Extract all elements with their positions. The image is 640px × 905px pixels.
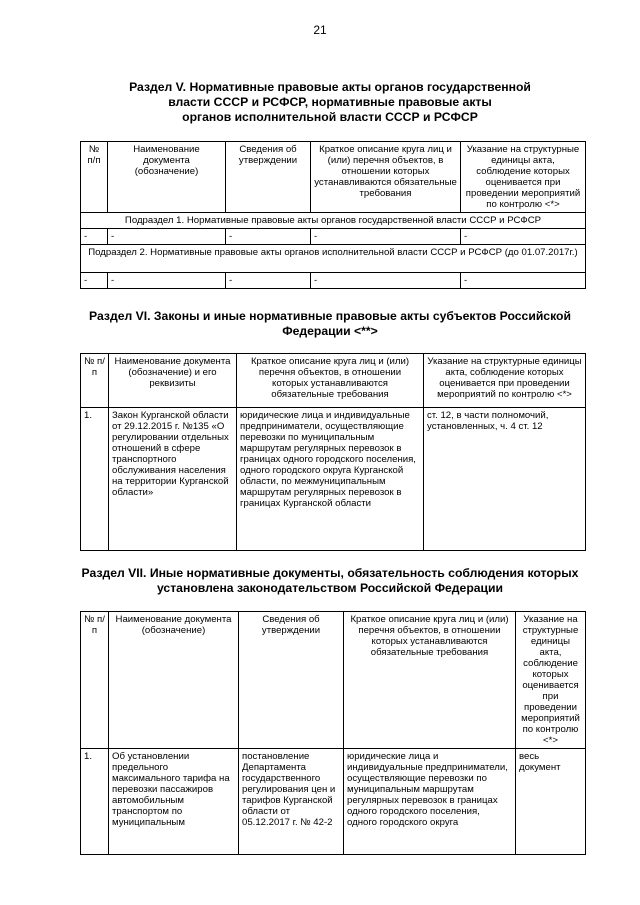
structural-units: весь документ [516, 749, 586, 855]
section7-table [80, 611, 586, 855]
structural-units: ст. 12, в части полномочий, установленных, ч. 4 ст. 12 [424, 408, 586, 551]
document-name: Закон Курганской области от 29.12.2015 г. №135 «О регулировании отдельных отношений в сфере транспортного обслуживания населения на территории Курганской области» [109, 408, 237, 551]
subsection-title: Подраздел 1. Нормативные правовые акты органов государственной власти СССР и РСФСР [81, 213, 586, 229]
empty-cell: - [311, 273, 461, 289]
scope-description: юридические лица и индивидуальные предприниматели, осуществляющие перевозки по муниципальным маршрутам регулярных перевозок в границах одного городского поселения, одного городского округа Курганской области, по межмуниципальным маршрутам регулярных перевозок в границах Курганской области [237, 408, 424, 551]
table-header-row [81, 612, 586, 749]
document-name: Об установлении предельного максимального тарифа на перевозки пассажиров автомобильным транспортом по муниципальным [109, 749, 239, 855]
section6-title-line: Федерации <**> [282, 324, 378, 338]
table-row [81, 229, 586, 245]
empty-cell: - [108, 273, 226, 289]
empty-cell: - [81, 273, 108, 289]
table-row [81, 408, 586, 551]
section7-title [80, 566, 580, 596]
subsection-title: Подраздел 2. Нормативные правовые акты органов исполнительной власти СССР и РСФСР (до 01.07.2017г.) [81, 245, 586, 273]
table-row [81, 749, 586, 855]
empty-cell: - [81, 229, 108, 245]
header-cell: Указание на структурные единицы акта, соблюдение которых оценивается при проведении мероприятий по контролю <*> [424, 354, 586, 408]
section6-table [80, 353, 586, 551]
scope-description: юридические лица и индивидуальные предприниматели, осуществляющие перевозки по муниципальным маршрутам регулярных перевозок в границах одного городского поселения, одного городского округа [344, 749, 516, 855]
table-row [81, 273, 586, 289]
section5-title-line: власти СССР и РСФСР, нормативные правовые акты [168, 95, 492, 109]
header-cell: Краткое описание круга лиц и (или) перечня объектов, в отношении которых устанавливаются обязательные требования [237, 354, 424, 408]
header-cell: № п/п [81, 142, 108, 213]
section5-title-line: органов исполнительной власти СССР и РСФСР [182, 110, 478, 124]
section5-table [80, 141, 586, 289]
section6-title [80, 309, 580, 339]
section5-title [80, 80, 580, 125]
section5-title-line: Раздел V. Нормативные правовые акты органов государственной [129, 80, 531, 94]
empty-cell: - [108, 229, 226, 245]
subsection-row [81, 213, 586, 229]
empty-cell: - [226, 229, 311, 245]
header-cell: Наименование документа (обозначение) и его реквизиты [109, 354, 237, 408]
empty-cell: - [461, 273, 586, 289]
header-cell: Наименование документа (обозначение) [108, 142, 226, 213]
header-cell: Сведения об утверждении [239, 612, 344, 749]
header-cell: Сведения об утверждении [226, 142, 311, 213]
row-number: 1. [81, 408, 109, 551]
table-header-row [81, 142, 586, 213]
section6-title-line: Раздел VI. Законы и иные нормативные правовые акты субъектов Российской [89, 309, 571, 323]
header-cell: Наименование документа (обозначение) [109, 612, 239, 749]
subsection-row [81, 245, 586, 273]
header-cell: Указание на структурные единицы акта, соблюдение которых оценивается при проведении мероприятий по контролю <*> [461, 142, 586, 213]
table-header-row [81, 354, 586, 408]
header-cell: № п/п [81, 354, 109, 408]
empty-cell: - [226, 273, 311, 289]
section7-title-line: установлена законодательством Российской Федерации [156, 581, 504, 595]
header-cell: № п/п [81, 612, 109, 749]
page-number: 21 [313, 23, 327, 37]
header-cell: Указание на структурные единицы акта, соблюдение которых оценивается при проведении мероприятий по контролю <*> [516, 612, 586, 749]
empty-cell: - [311, 229, 461, 245]
row-number: 1. [81, 749, 109, 855]
header-cell: Краткое описание круга лиц и (или) перечня объектов, в отношении которых устанавливаются обязательные требования [344, 612, 516, 749]
empty-cell: - [461, 229, 586, 245]
header-cell: Краткое описание круга лиц и (или) перечня объектов, в отношении которых устанавливаются обязательные требования [311, 142, 461, 213]
approval-info: постановление Департамента государственного регулирования цен и тарифов Курганской области от 05.12.2017 г. № 42-2 [239, 749, 344, 855]
section7-title-line: Раздел VII. Иные нормативные документы, обязательность соблюдения которых [81, 566, 579, 580]
